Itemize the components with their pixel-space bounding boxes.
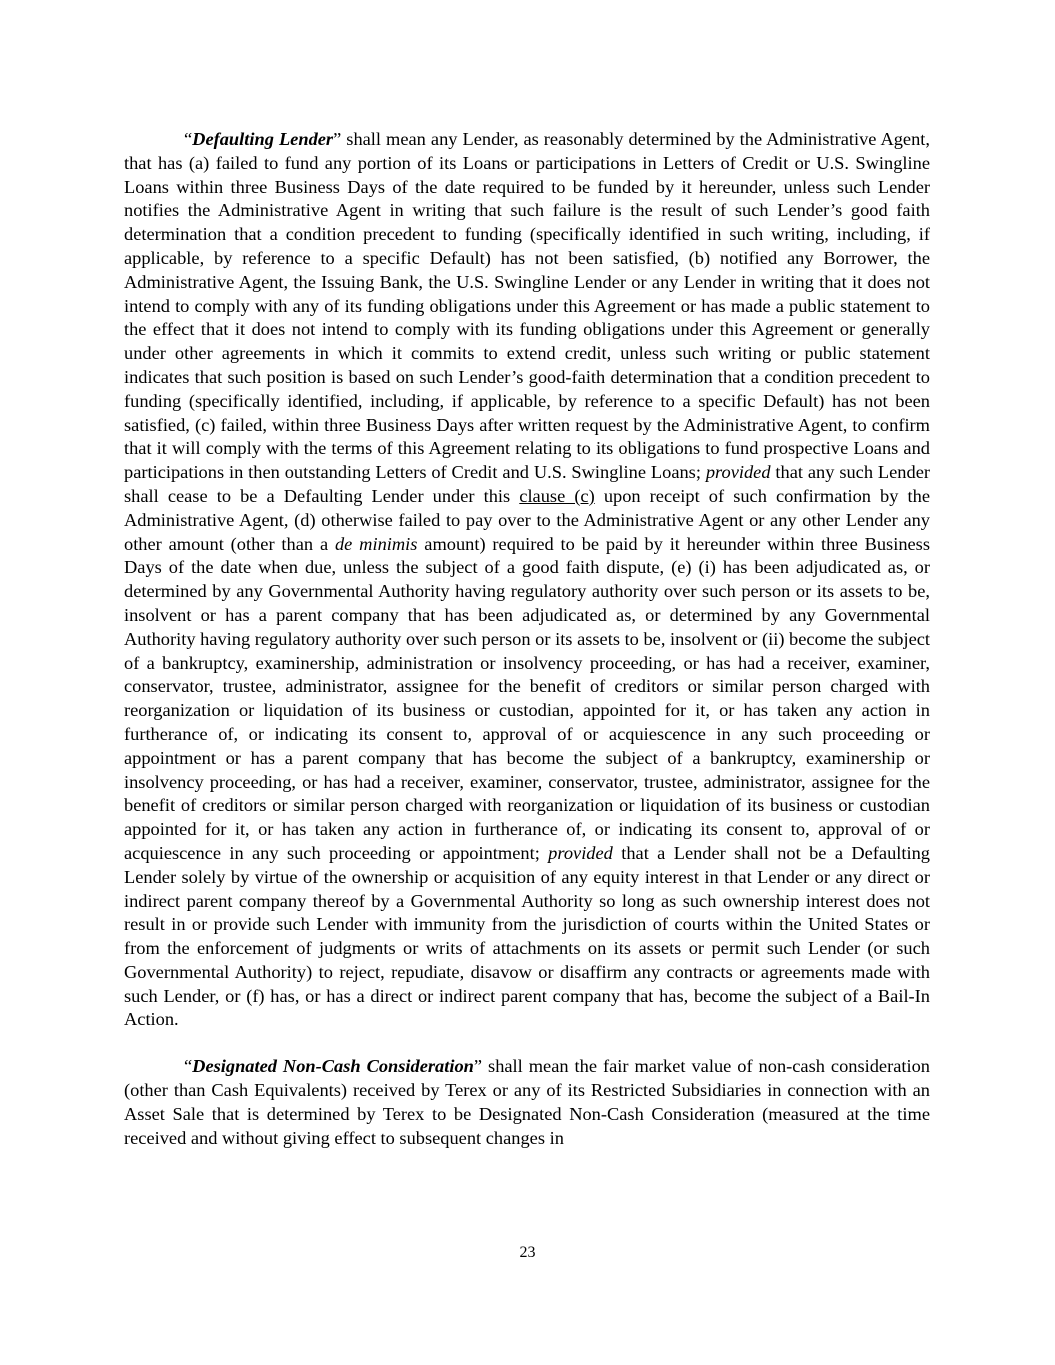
de-minimis-italic: de minimis: [334, 533, 418, 554]
provided-italic: provided: [548, 842, 613, 863]
definition-designated-non-cash-consideration: [124, 1055, 930, 1150]
open-quote: “: [184, 1056, 193, 1077]
definition-text: that any such Lender shall cease to be a Defaulting Lender under this: [124, 462, 930, 506]
definition-text: amount) required to be paid by it hereunder within three Business Days of the date when due, unless the subject of a good faith dispute, (e) (i) has been adjudicated as, or determined by any Governmental Authority having regulatory authority over such person or its assets to be, insolvent or has a parent company that has been adjudicated as, or determined by any Governmental Authority having regulatory authority over such person or its assets to be, insolvent or (ii) become the subject of a bankruptcy, examinership, administration or insolvency proceeding, or has had a receiver, examiner, conservator, trustee, administrator, assignee for the benefit of creditors or similar person charged with reorganization or liquidation of its business or custodian, appointed for it, or has taken any action in furtherance of, or indicating its consent to, approval of or acquiescence in any such proceeding or appointment or has a parent company that has become the subject of a bankruptcy, examinership or insolvency proceeding, or has had a receiver, examiner, conservator, trustee, administrator, assignee for the benefit of creditors or similar person charged with reorganization or liquidation of its business or custodian appointed for it, or has taken any action in furtherance of, or indicating its consent to, approval of or acquiescence in any such proceeding or appointment;: [124, 533, 930, 863]
close-quote: ”: [333, 129, 342, 149]
definition-text: upon receipt of such confirmation by the Administrative Agent, (d) otherwise failed to pay over to the Administrative Agent or any other Lender any other amount (other than a: [124, 485, 930, 554]
provided-italic: provided: [705, 462, 771, 483]
definition-text: shall mean the fair market value of non-cash consideration (other than Cash Equivalents) received by Terex or any of its Restricted Subsidiaries in connection with an Asset Sale that is determined by Terex to be Designated Non-Cash Consideration (measured at the time received and without giving effect to subsequent changes in: [124, 1056, 930, 1148]
document-body: [124, 128, 930, 1150]
defined-term: Designated Non-Cash Consideration: [192, 1056, 474, 1077]
definition-defaulting-lender: [124, 128, 930, 1032]
definition-text: shall mean any Lender, as reasonably determined by the Administrative Agent, that has (a) failed to fund any portion of its Loans or participations in Letters of Credit or U.S. Swingline Loans within three Business Days of the date required to be funded by it hereunder, unless such Lender notifies the Administrative Agent in writing that such failure is the result of such Lender’s good faith determination that a condition precedent to funding (specifically identified in such writing, including, if applicable, by reference to a specific Default) has not been satisfied, (b) notified any Borrower, the Administrative Agent, the Issuing Bank, the U.S. Swingline Lender or any Lender in writing that it does not intend to comply with any of its funding obligations under this Agreement or has made a public statement to the effect that it does not intend to comply with its funding obligations under this Agreement or generally under other agreements in which it commits to extend credit, unless such writing or public statement indicates that such position is based on such Lender’s good-faith determination that a condition precedent to funding (specifically identified, including, if applicable, by reference to a specific Default) has not been satisfied, (c) failed, within three Business Days after written request by the Administrative Agent, to confirm that it will comply with the terms of this Agreement relating to its obligations to fund prospective Loans and participations in then outstanding Letters of Credit and U.S. Swingline Loans;: [124, 129, 930, 483]
defined-term: Defaulting Lender: [192, 129, 334, 149]
clause-reference: clause (c): [519, 485, 595, 506]
open-quote: “: [184, 129, 193, 149]
close-quote: ”: [473, 1056, 483, 1077]
page-number: 23: [519, 1244, 536, 1261]
definition-text: that a Lender shall not be a Defaulting Lender solely by virtue of the ownership or acquisition of any equity interest in that Lender or any direct or indirect parent company thereof by a Governmental Authority so long as such ownership interest does not result in or provide such Lender with immunity from the jurisdiction of courts within the United States or from the enforcement of judgments or writs of attachments on its assets or permit such Lender (or such Governmental Authority) to reject, repudiate, disavow or disaffirm any contracts or agreements made with such Lender, or (f) has, or has a direct or indirect parent company that has, become the subject of a Bail-In Action.: [124, 842, 930, 1030]
